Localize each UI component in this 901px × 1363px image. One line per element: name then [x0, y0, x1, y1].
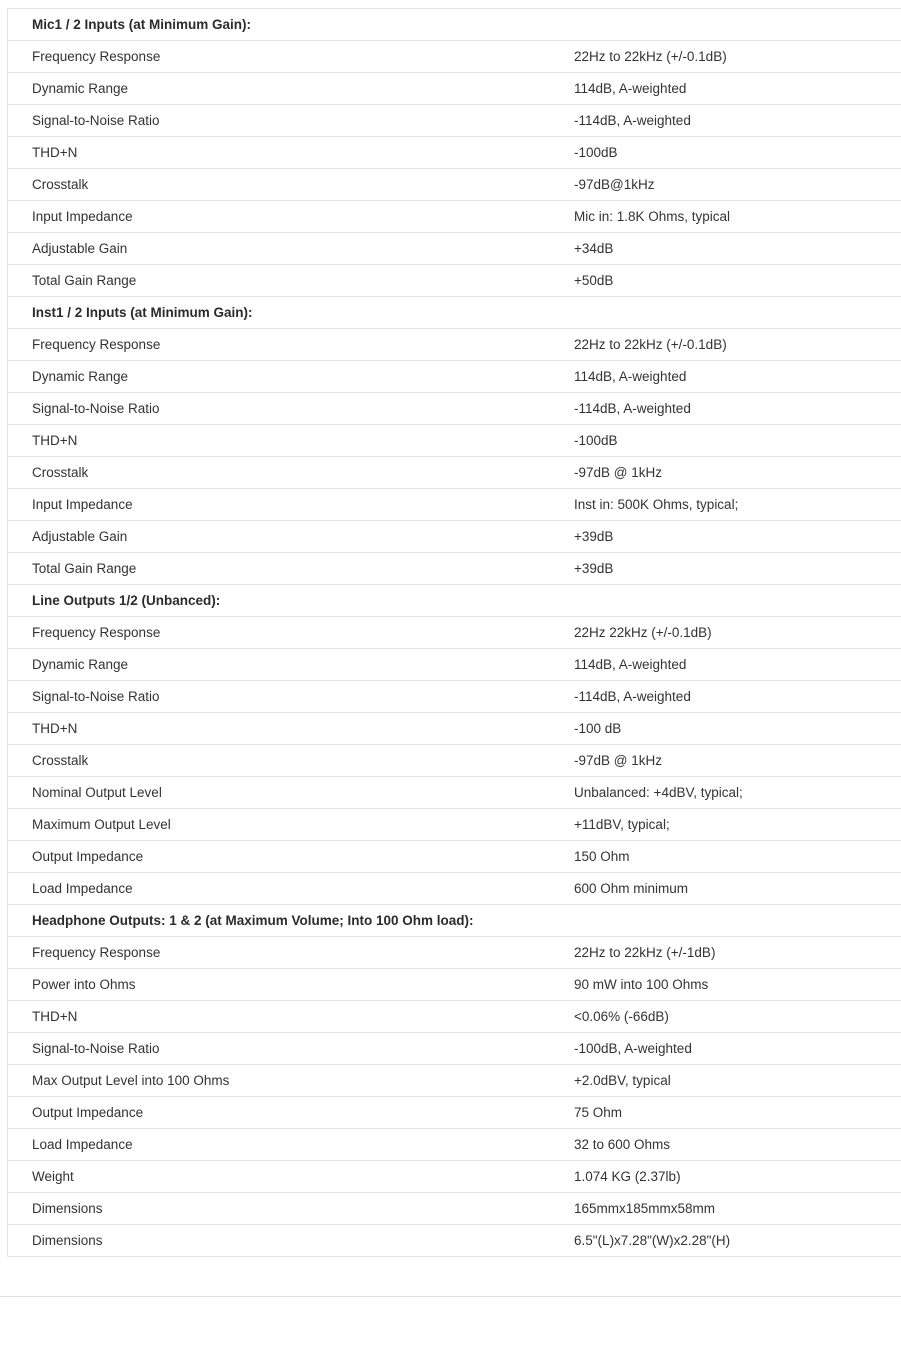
spec-value: -114dB, A-weighted — [574, 689, 691, 704]
spec-row — [8, 1001, 901, 1033]
spec-label: Dimensions — [32, 1233, 103, 1248]
spec-row — [8, 169, 901, 201]
spec-value: 114dB, A-weighted — [574, 81, 687, 96]
spec-value: -97dB@1kHz — [574, 177, 655, 192]
spec-row — [8, 553, 901, 585]
section-header — [8, 297, 901, 329]
spec-row — [8, 617, 901, 649]
spec-label: Output Impedance — [32, 1105, 144, 1120]
spec-value: 6.5"(L)x7.28"(W)x2.28"(H) — [574, 1233, 731, 1248]
spec-row — [8, 713, 901, 745]
spec-label: Dynamic Range — [32, 657, 129, 672]
spec-row — [8, 969, 901, 1001]
spec-label: Frequency Response — [32, 945, 161, 960]
spec-label: Signal-to-Noise Ratio — [32, 1041, 160, 1056]
spec-label: Load Impedance — [32, 1137, 133, 1152]
spec-label: Frequency Response — [32, 337, 161, 352]
spec-label: Dimensions — [32, 1201, 103, 1216]
spec-value: 600 Ohm minimum — [574, 881, 689, 896]
spec-value: -100dB — [574, 145, 618, 160]
spec-row — [8, 649, 901, 681]
spec-label: Crosstalk — [32, 177, 89, 192]
spec-label: THD+N — [32, 1009, 78, 1024]
spec-label: Weight — [32, 1169, 74, 1184]
spec-label: Nominal Output Level — [32, 785, 162, 800]
spec-row — [8, 137, 901, 169]
spec-label: Dynamic Range — [32, 369, 129, 384]
spec-table — [7, 8, 901, 1257]
spec-value: Unbalanced: +4dBV, typical; — [574, 785, 743, 800]
spec-row — [8, 393, 901, 425]
spec-label: Total Gain Range — [32, 273, 137, 288]
spec-value: +50dB — [574, 273, 614, 288]
spec-row — [8, 521, 901, 553]
spec-label: Input Impedance — [32, 497, 133, 512]
spec-label: Power into Ohms — [32, 977, 136, 992]
spec-label: Signal-to-Noise Ratio — [32, 689, 160, 704]
spec-value: 22Hz to 22kHz (+/-0.1dB) — [574, 49, 727, 64]
spec-row — [8, 361, 901, 393]
spec-value: +2.0dBV, typical — [574, 1073, 671, 1088]
spec-row — [8, 841, 901, 873]
spec-label: Input Impedance — [32, 209, 133, 224]
section-title: Mic1 / 2 Inputs (at Minimum Gain): — [32, 17, 252, 32]
spec-label: Maximum Output Level — [32, 817, 171, 832]
spec-value: -97dB @ 1kHz — [574, 465, 662, 480]
spec-value: 114dB, A-weighted — [574, 657, 687, 672]
spec-row — [8, 233, 901, 265]
spec-label: Crosstalk — [32, 465, 89, 480]
spec-row — [8, 457, 901, 489]
section-header — [8, 905, 901, 937]
spec-value: Mic in: 1.8K Ohms, typical — [574, 209, 731, 224]
spec-value: Inst in: 500K Ohms, typical; — [574, 497, 739, 512]
bottom-divider — [0, 1296, 901, 1297]
spec-label: Frequency Response — [32, 49, 161, 64]
spec-row — [8, 777, 901, 809]
spec-label: Max Output Level into 100 Ohms — [32, 1073, 230, 1088]
spec-value: <0.06% (-66dB) — [574, 1009, 669, 1024]
spec-label: Dynamic Range — [32, 81, 129, 96]
spec-row — [8, 681, 901, 713]
spec-value: 1.074 KG (2.37lb) — [574, 1169, 681, 1184]
spec-value: 32 to 600 Ohms — [574, 1137, 671, 1152]
spec-row — [8, 1129, 901, 1161]
spec-row — [8, 265, 901, 297]
spec-value: 150 Ohm — [574, 849, 630, 864]
spec-row — [8, 1033, 901, 1065]
spec-value: +39dB — [574, 529, 614, 544]
spec-value: 22Hz to 22kHz (+/-1dB) — [574, 945, 716, 960]
spec-row — [8, 41, 901, 73]
spec-row — [8, 73, 901, 105]
spec-value: 90 mW into 100 Ohms — [574, 977, 709, 992]
spec-label: Load Impedance — [32, 881, 133, 896]
spec-row — [8, 1161, 901, 1193]
spec-row — [8, 809, 901, 841]
spec-row — [8, 105, 901, 137]
spec-row — [8, 489, 901, 521]
spec-value: -114dB, A-weighted — [574, 401, 691, 416]
spec-value: -97dB @ 1kHz — [574, 753, 662, 768]
spec-row — [8, 745, 901, 777]
spec-value: 75 Ohm — [574, 1105, 623, 1120]
spec-label: Adjustable Gain — [32, 241, 128, 256]
spec-row — [8, 1225, 901, 1257]
section-title: Headphone Outputs: 1 & 2 (at Maximum Volume; Into 100 Ohm load): — [32, 913, 474, 928]
spec-label: Frequency Response — [32, 625, 161, 640]
spec-label: THD+N — [32, 433, 78, 448]
spec-label: Output Impedance — [32, 849, 144, 864]
spec-value: -100dB, A-weighted — [574, 1041, 692, 1056]
spec-value: 165mmx185mmx58mm — [574, 1201, 716, 1216]
spec-row — [8, 201, 901, 233]
section-header — [8, 9, 901, 41]
spec-row — [8, 329, 901, 361]
spec-label: THD+N — [32, 145, 78, 160]
spec-label: Signal-to-Noise Ratio — [32, 113, 160, 128]
spec-value: +11dBV, typical; — [574, 817, 670, 832]
spec-label: Total Gain Range — [32, 561, 137, 576]
section-title: Inst1 / 2 Inputs (at Minimum Gain): — [32, 305, 253, 320]
spec-value: -100dB — [574, 433, 618, 448]
spec-value: -114dB, A-weighted — [574, 113, 691, 128]
spec-value: 22Hz to 22kHz (+/-0.1dB) — [574, 337, 727, 352]
section-header — [8, 585, 901, 617]
spec-row — [8, 1193, 901, 1225]
spec-value: +39dB — [574, 561, 614, 576]
spec-row — [8, 873, 901, 905]
spec-row — [8, 425, 901, 457]
section-title: Line Outputs 1/2 (Unbanced): — [32, 593, 221, 608]
spec-label: Crosstalk — [32, 753, 89, 768]
spec-value: 114dB, A-weighted — [574, 369, 687, 384]
spec-value: +34dB — [574, 241, 614, 256]
spec-value: 22Hz 22kHz (+/-0.1dB) — [574, 625, 712, 640]
spec-row — [8, 937, 901, 969]
spec-value: -100 dB — [574, 721, 622, 736]
spec-row — [8, 1065, 901, 1097]
spec-label: Adjustable Gain — [32, 529, 128, 544]
spec-label: Signal-to-Noise Ratio — [32, 401, 160, 416]
spec-label: THD+N — [32, 721, 78, 736]
spec-row — [8, 1097, 901, 1129]
